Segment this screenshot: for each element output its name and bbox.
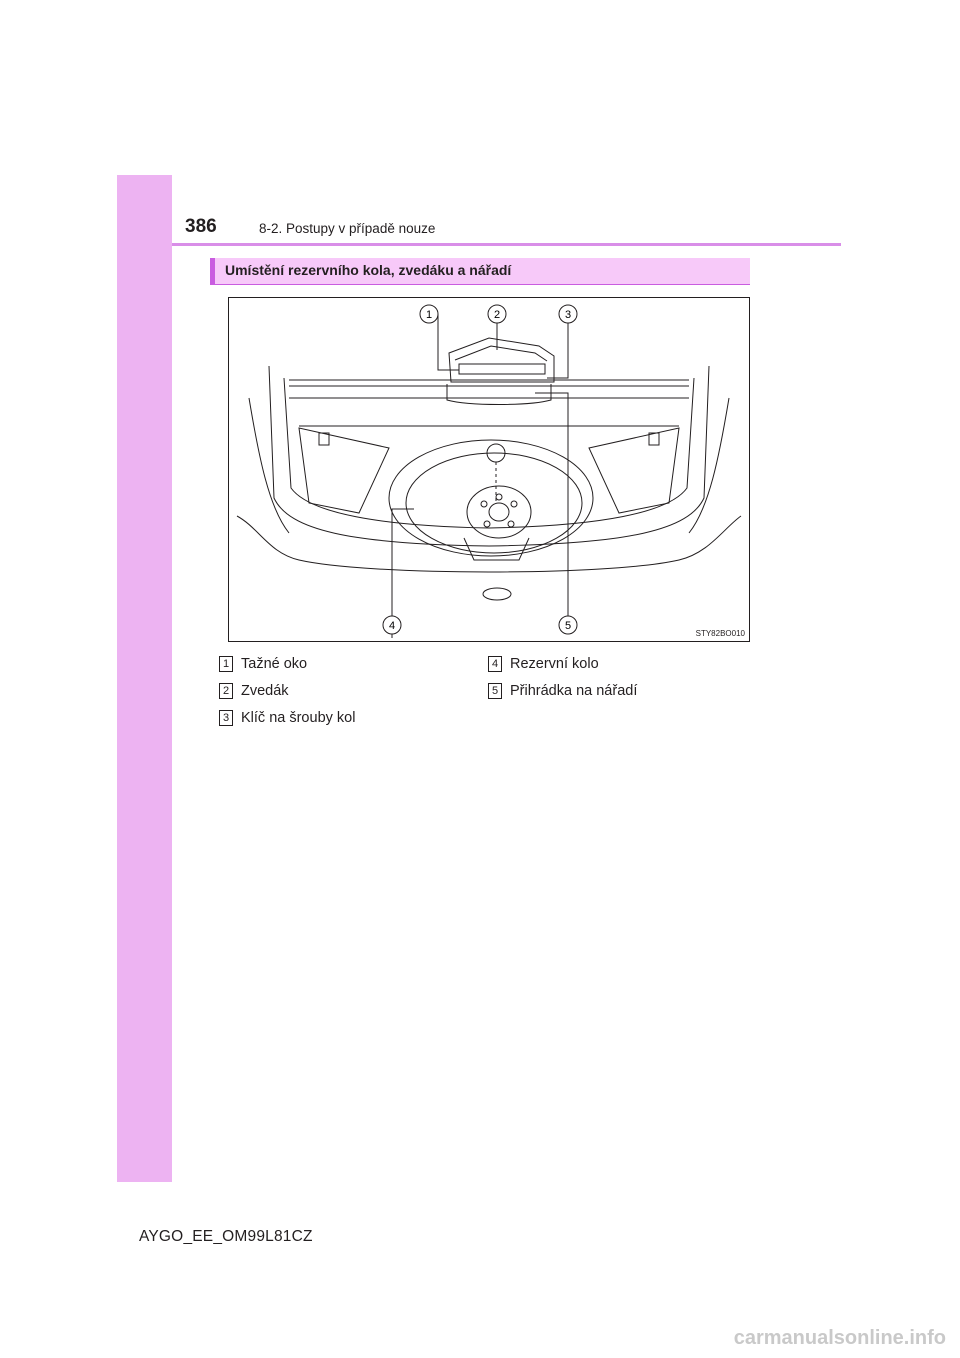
legend-label: Zvedák	[241, 683, 289, 699]
legend-label: Přihrádka na nářadí	[510, 683, 638, 699]
figure-code: STY82BO010	[695, 629, 745, 638]
legend-item-2	[219, 683, 289, 699]
trunk-drawing	[229, 298, 749, 641]
legend-item-1	[219, 656, 307, 672]
callout-2: 2	[493, 309, 501, 321]
footer-document-code: AYGO_EE_OM99L81CZ	[139, 1228, 313, 1245]
callout-5: 5	[564, 620, 572, 632]
header-rule	[172, 243, 841, 246]
legend-number: 5	[488, 683, 502, 699]
legend-number: 3	[219, 710, 233, 726]
section-title: 8-2. Postupy v případě nouze	[259, 221, 436, 236]
legend-number: 2	[219, 683, 233, 699]
callout-markers	[383, 305, 577, 634]
legend-item-5	[488, 683, 637, 699]
legend-label: Tažné oko	[241, 656, 308, 672]
legend-item-3	[219, 710, 355, 726]
callout-1: 1	[425, 309, 433, 321]
subsection-heading	[210, 258, 750, 284]
watermark: carmanualsonline.info	[733, 1327, 946, 1349]
sidebar-tab	[117, 175, 172, 1182]
subsection-underline	[210, 284, 750, 285]
legend-item-4	[488, 656, 599, 672]
legend-label: Klíč na šrouby kol	[241, 710, 356, 726]
callout-3: 3	[564, 309, 572, 321]
legend-number: 1	[219, 656, 233, 672]
page-number: 386	[185, 216, 217, 237]
subsection-title: Umístění rezervního kola, zvedáku a nářadí	[225, 262, 512, 278]
callout-4: 4	[388, 620, 396, 632]
legend-number: 4	[488, 656, 502, 672]
trunk-illustration	[228, 297, 750, 642]
legend-label: Rezervní kolo	[510, 656, 599, 672]
